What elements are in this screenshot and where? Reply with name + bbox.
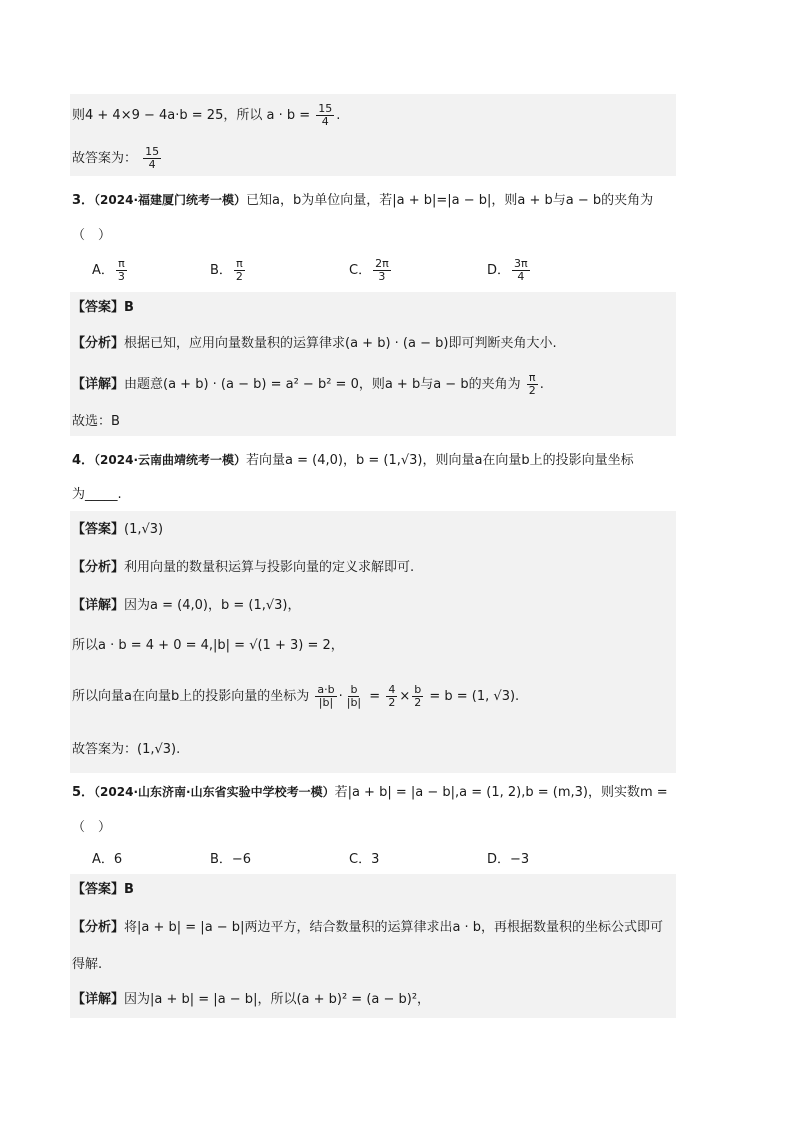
q5-stem: 5．（2024·山东济南·山东省实验中学校考一模）若|a + b| = |a − b|,a = (1, 2),b = (m,3)，则实数m = (72, 785, 668, 800)
q2-answer: 故答案为： $\frac{15}{4}$ (72, 145, 160, 171)
q5-option-d: D．−3 (487, 852, 530, 867)
q3-option-b: B． $\frac{\pi}{2}$ (210, 257, 243, 283)
q4-detail-3: 所以向量a在向量b上的投影向量的坐标为 $\frac{a\cdot b}{|b|}$ · $\frac{b}{|b|}$ = $\frac{4}{2}$ × $\frac{b}{2}$ = b = (1, √3). (72, 683, 520, 709)
question-source: （2024·福建厦门统考一模） (94, 193, 247, 207)
q3-selection: 故选：B (72, 414, 120, 429)
fraction: $\frac{15}{4}$ (318, 102, 333, 128)
q4-detail-2: 所以a · b = 4 + 0 = 4,|b| = √(1 + 3) = 2， (72, 638, 344, 653)
text: 则4 + 4×9 − 4 (72, 108, 168, 123)
q3-option-d: D． $\frac{3\pi}{4}$ (487, 257, 528, 283)
q4-stem: 4．（2024·云南曲靖统考一模）若向量a = (4,0)，b = (1,√3)，则向量a在向量b上的投影向量坐标 (72, 453, 634, 468)
q5-answer: 【答案】B (72, 882, 134, 897)
q4-analysis: 【分析】利用向量的数量积运算与投影向量的定义求解即可. (72, 560, 415, 575)
q3-analysis: 【分析】根据已知，应用向量数量积的运算律求(a + b) · (a − b)即可判断夹角大小. (72, 336, 557, 351)
q5-analysis: 【分析】将|a + b| = |a − b|两边平方，结合数量积的运算律求出a · b，再根据数量积的坐标公式即可 (72, 920, 664, 935)
q3-answer: 【答案】B (72, 300, 134, 315)
question-number: 3． (72, 193, 95, 208)
q3-option-c: C． $\frac{2\pi}{3}$ (349, 257, 389, 283)
q5-option-a: A．6 (92, 852, 123, 867)
q5-option-b: B．−6 (210, 852, 252, 867)
q4-answer: 【答案】(1,√3) (72, 522, 164, 537)
q3-paren: （ ） (72, 228, 112, 243)
q4-final: 故答案为：(1,√3). (72, 742, 181, 757)
q3-option-a: A． $\frac{\pi}{3}$ (92, 257, 125, 283)
q4-stem-2: 为_____. (72, 487, 122, 502)
q5-analysis-2: 得解. (72, 957, 103, 972)
q2-line-1: 则4 + 4×9 − 4a·b = 25，所以 a · b = $\frac{15}{4}$ . (72, 102, 341, 128)
q4-detail: 【详解】因为a = (4,0)，b = (1,√3)， (72, 598, 301, 613)
question-text: 已知a，b为单位向量，若|a + b|=|a − b|，则a + b与a − b的夹角为 (246, 193, 654, 208)
fraction: $\frac{15}{4}$ (145, 145, 160, 171)
solution-block-3 (70, 292, 676, 436)
q5-paren: （ ） (72, 820, 112, 835)
q3-stem (72, 190, 653, 211)
text: a · b = (266, 108, 311, 123)
q3-detail: 【详解】由题意(a + b) · (a − b) = a² − b² = 0，则a + b与a − b的夹角为 $\frac{\pi}{2}$ . (72, 371, 544, 397)
q5-option-c: C．3 (349, 852, 380, 867)
q5-detail: 【详解】因为|a + b| = |a − b|，所以(a + b)² = (a − b)²， (72, 992, 431, 1007)
text: a·b = 25，所以 (167, 108, 263, 123)
